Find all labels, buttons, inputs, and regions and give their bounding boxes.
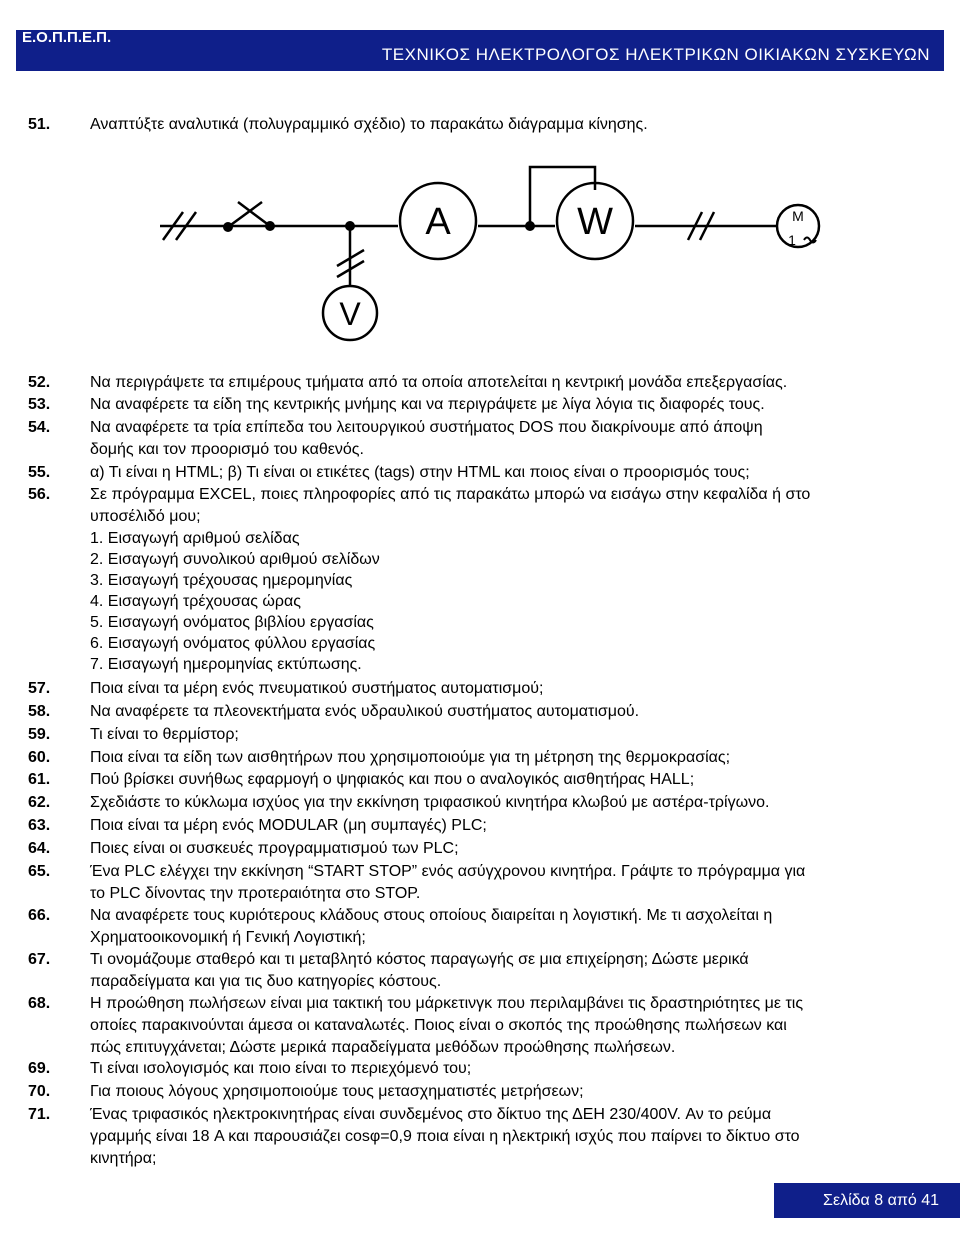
question-number: 54. — [28, 419, 51, 436]
excel-item: 7. Εισαγωγή ημερομηνίας εκτύπωσης. — [90, 656, 362, 673]
question-text: γραμμής είναι 18 A και παρουσιάζει cosφ=0,9 ποια είναι η ηλεκτρική ισχύς που παίρνει το δίκτυο στο — [90, 1128, 800, 1145]
question-text: παραδείγματα και για τις δυο κατηγορίες κόστους. — [90, 973, 442, 990]
switch-mark — [238, 202, 270, 226]
question-text: Τι ονομάζουμε σταθερό και τι μεταβλητό κόστος παραγωγής σε μια επιχείρηση; Δώστε μερικά — [90, 951, 749, 968]
question-text: δομής και τον προορισμό του καθενός. — [90, 441, 364, 458]
question-text: Ποια είναι τα μέρη ενός πνευματικού συστήματος αυτοματισμού; — [90, 680, 544, 697]
question-number: 64. — [28, 840, 51, 857]
question-text: Ποια είναι τα είδη των αισθητήρων που χρησιμοποιούμε για τη μέτρηση της θερμοκρασίας; — [90, 749, 731, 766]
wattmeter-label: W — [577, 201, 613, 243]
excel-item: 2. Εισαγωγή συνολικού αριθμού σελίδων — [90, 551, 380, 568]
question-text: Να αναφέρετε τα πλεονεκτήματα ενός υδραυλικού συστήματος αυτοματισμού. — [90, 703, 640, 720]
question-text: Ένας τριφασικός ηλεκτροκινητήρας είναι συνδεμένος στο δίκτυο της ΔΕΗ 230/400V. Αν το ρεύμα — [90, 1106, 772, 1123]
question-number: 70. — [28, 1083, 51, 1100]
excel-item: 6. Εισαγωγή ονόματος φύλλου εργασίας — [90, 635, 376, 652]
question-number: 52. — [28, 374, 51, 391]
question-text: κινητήρα; — [90, 1150, 157, 1167]
question-text: Να αναφέρετε τα τρία επίπεδα του λειτουργικού συστήματος DOS που διακρίνουμε από άποψη — [90, 419, 763, 436]
question-text: υποσέλιδό μου; — [90, 508, 201, 525]
question-text: Να περιγράψετε τα επιμέρους τμήματα από τα οποία αποτελείται η κεντρική μονάδα επεξεργασίας. — [90, 374, 788, 391]
motor-label: M — [792, 208, 804, 224]
question-number: 71. — [28, 1106, 51, 1123]
question-text: το PLC δίνοντας την προτεραιότητα στο STOP. — [90, 885, 421, 902]
question-number: 62. — [28, 794, 51, 811]
question-text: Χρηματοοικονομική ή Γενική Λογιστική; — [90, 929, 366, 946]
question-text: Ποια είναι τα μέρη ενός MODULAR (μη συμπαγές) PLC; — [90, 817, 487, 834]
motor-phase-label: 1 — [788, 232, 796, 248]
question-text: α) Τι είναι η HTML; β) Τι είναι οι ετικέτες (tags) στην HTML και ποιος είναι ο προορισμός τους; — [90, 464, 750, 481]
question-number: 67. — [28, 951, 51, 968]
junction-dot — [525, 221, 535, 231]
question-number: 55. — [28, 464, 51, 481]
question-text: Για ποιους λόγους χρησιμοποιούμε τους μετασχηματιστές μετρήσεων; — [90, 1083, 584, 1100]
question-text: οποίες παρακινούνται άμεσα οι καταναλωτές. Ποιος είναι ο σκοπός της προώθησης πωλήσεων και — [90, 1017, 787, 1034]
question-text: Να αναφέρετε τους κυριότερους κλάδους στους οποίους διαιρείται η λογιστική. Με τι ασχολείται η — [90, 907, 773, 924]
question-text: Αναπτύξτε αναλυτικά (πολυγραμμικό σχέδιο) το παρακάτω διάγραμμα κίνησης. — [90, 116, 648, 133]
excel-item: 1. Εισαγωγή αριθμού σελίδας — [90, 530, 300, 547]
question-text: πώς επιτυγχάνεται; Δώστε μερικά παραδείγματα μεθόδων προώθησης πωλήσεων. — [90, 1039, 676, 1056]
excel-item: 5. Εισαγωγή ονόματος βιβλίου εργασίας — [90, 614, 374, 631]
question-number: 68. — [28, 995, 51, 1012]
page-footer — [774, 1183, 960, 1218]
motion-diagram — [0, 150, 960, 350]
voltmeter-label: V — [339, 296, 361, 332]
ammeter-label: A — [425, 201, 451, 243]
question-text: Τι είναι το θερμίστορ; — [90, 726, 239, 743]
question-text: Πού βρίσκει συνήθως εφαρμογή ο ψηφιακός και που ο αναλογικός αισθητήρας HALL; — [90, 771, 695, 788]
question-text: Σχεδιάστε το κύκλωμα ισχύος για την εκκίνηση τριφασικού κινητήρα κλωβού με αστέρα-τρίγωνο. — [90, 794, 770, 811]
question-text: Ένα PLC ελέγχει την εκκίνηση “START STOP” ενός ασύγχρονου κινητήρα. Γράψτε το πρόγραμμα για — [90, 863, 806, 880]
page-header — [16, 30, 944, 71]
switch-contact-dot — [223, 222, 233, 232]
question-text: Η προώθηση πωλήσεων είναι μια τακτική του μάρκετινγκ που περιλαμβάνει τις δραστηριότητες με τις — [90, 995, 804, 1012]
excel-item: 3. Εισαγωγή τρέχουσας ημερομηνίας — [90, 572, 353, 589]
question-number: 63. — [28, 817, 51, 834]
question-number: 59. — [28, 726, 51, 743]
junction-dot — [345, 221, 355, 231]
question-text: Σε πρόγραμμα EXCEL, ποιες πληροφορίες από τις παρακάτω μπορώ να εισάγω στην κεφαλίδα ή στο — [90, 486, 811, 503]
switch-contact-dot — [265, 221, 275, 231]
excel-item: 4. Εισαγωγή τρέχουσας ώρας — [90, 593, 301, 610]
question-number: 69. — [28, 1060, 51, 1077]
question-number: 56. — [28, 486, 51, 503]
question-text: Να αναφέρετε τα είδη της κεντρικής μνήμης και να περιγράψετε με λίγα λόγια τις διαφορές τους. — [90, 396, 765, 413]
question-text: Τι είναι ισολογισμός και ποιο είναι το περιεχόμενό του; — [90, 1060, 472, 1077]
question-text: Ποιες είναι οι συσκευές προγραμματισμού των PLC; — [90, 840, 459, 857]
question-number: 51. — [28, 116, 51, 133]
question-number: 57. — [28, 680, 51, 697]
question-number: 65. — [28, 863, 51, 880]
page-number: Σελίδα 8 από 41 — [823, 1192, 939, 1209]
question-number: 66. — [28, 907, 51, 924]
question-number: 60. — [28, 749, 51, 766]
question-number: 58. — [28, 703, 51, 720]
question-number: 53. — [28, 396, 51, 413]
organization-name: Ε.Ο.Π.Π.Ε.Π. — [22, 29, 112, 46]
header-title: ΤΕΧΝΙΚΟΣ ΗΛΕΚΤΡΟΛΟΓΟΣ ΗΛΕΚΤΡΙΚΩΝ ΟΙΚΙΑΚΩΝ ΣΥΣΚΕΥΩΝ — [381, 45, 930, 64]
question-number: 61. — [28, 771, 51, 788]
